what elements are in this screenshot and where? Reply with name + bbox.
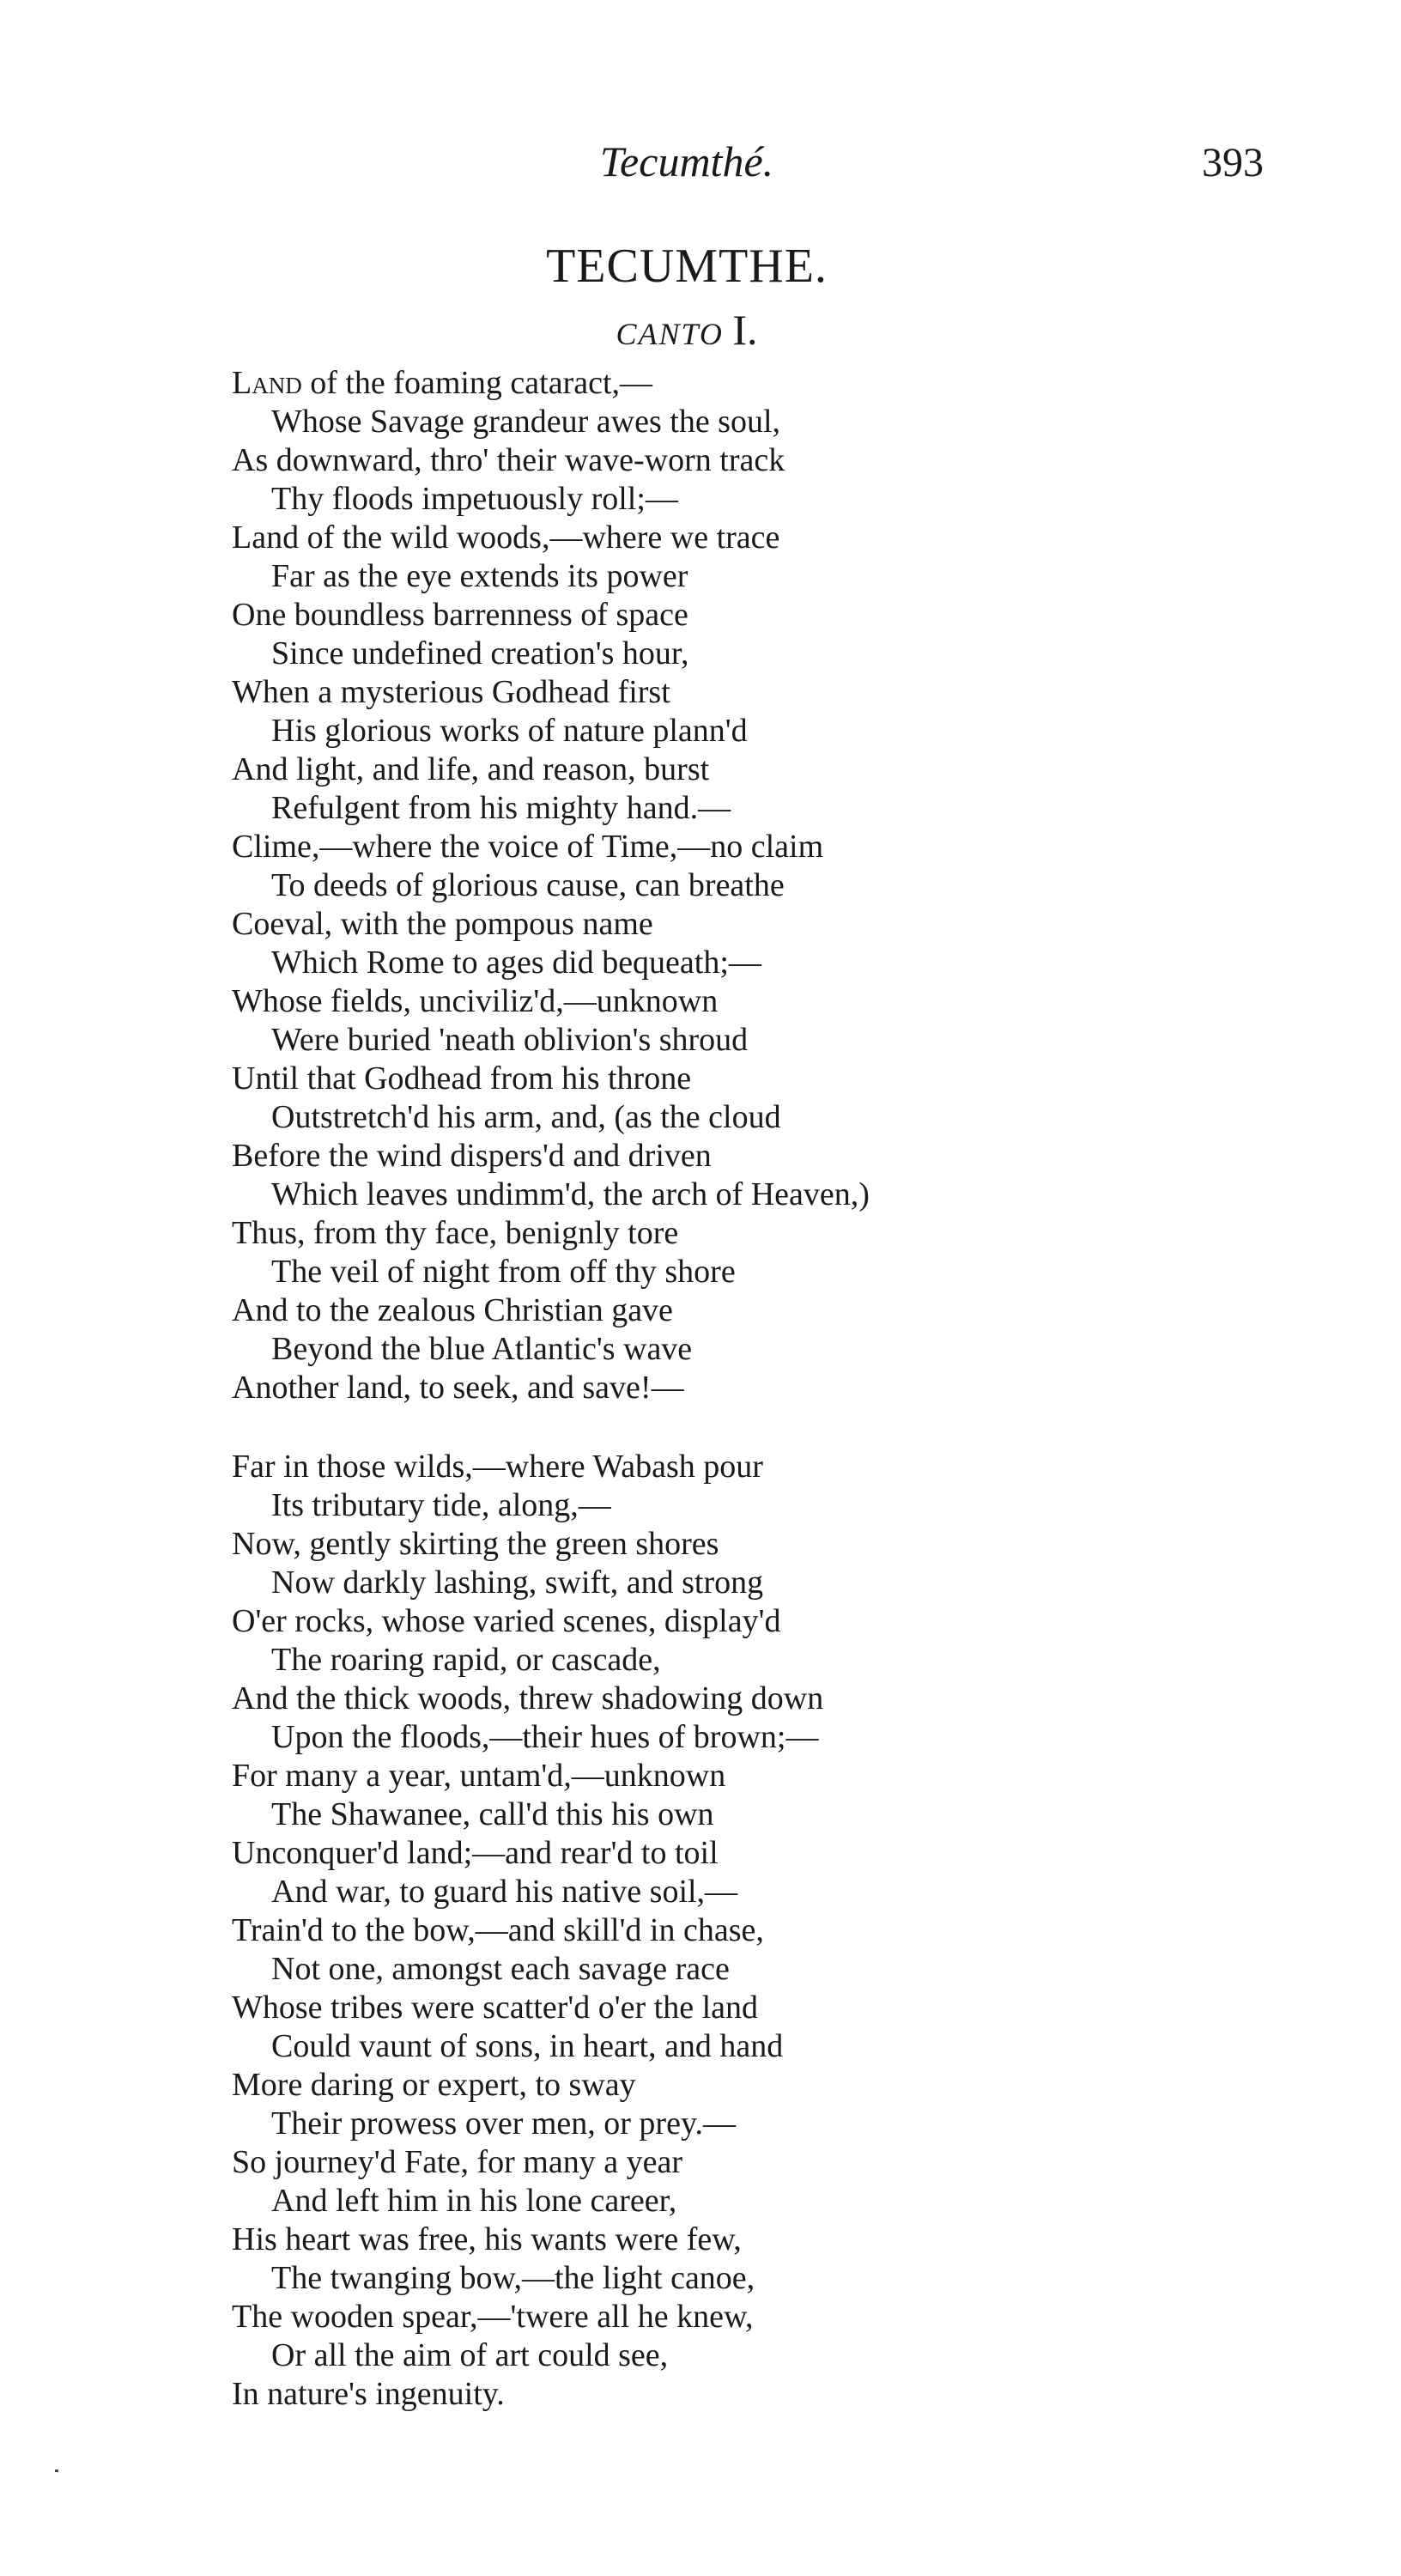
stanza-1-line-24: And to the zealous Christian gave [232, 1292, 673, 1328]
stanza-1-line-10: And light, and life, and reason, burst [232, 751, 710, 787]
stanza-2-line-5: O'er rocks, whose varied scenes, display'd [232, 1603, 781, 1639]
stanza-1-line-11: Refulgent from his mighty hand.— [271, 790, 731, 826]
canto-number: I. [732, 306, 758, 354]
stanza-2-line-17: More daring or expert, to sway [232, 2067, 636, 2103]
stanza-2-line-11: Unconquer'd land;—and rear'd to toil [232, 1835, 719, 1871]
stanza-2-line-4: Now darkly lashing, swift, and strong [271, 1564, 764, 1601]
stanza-2-line-9: For many a year, untam'd,—unknown [232, 1758, 726, 1794]
initial-word: Land [232, 365, 302, 401]
stanza-1-line-25: Beyond the blue Atlantic's wave [271, 1331, 693, 1367]
stanza-2-line-6: The roaring rapid, or cascade, [271, 1642, 661, 1678]
stanza-2-line-23: The wooden spear,—'twere all he knew, [232, 2299, 754, 2335]
stanza-1-line-26: Another land, to seek, and save!— [232, 1370, 684, 1406]
stanza-2-line-22: The twanging bow,—the light canoe, [271, 2260, 755, 2296]
stanza-1-line-16: Whose fields, unciviliz'd,—unknown [232, 983, 719, 1019]
stanza-2-line-13: Train'd to the bow,—and skill'd in chase, [232, 1912, 764, 1948]
stanza-1-line-14: Coeval, with the pompous name [232, 906, 653, 942]
stanza-1-line-15: Which Rome to ages did bequeath;— [271, 945, 761, 981]
first-line-rest: of the foaming cataract,— [301, 365, 653, 401]
stanza-2-line-20: And left him in his lone career, [271, 2183, 677, 2219]
canto-heading [0, 306, 1374, 358]
stanza-1-line-19: Outstretch'd his arm, and, (as the cloud [271, 1099, 781, 1135]
stanza-1-line-21: Which leaves undimm'd, the arch of Heaven,) [271, 1176, 870, 1212]
stanza-2-line-1: Far in those wilds,—where Wabash pour [232, 1449, 763, 1485]
stanza-2-line-21: His heart was free, his wants were few, [232, 2221, 742, 2257]
stanza-2-line-19: So journey'd Fate, for many a year [232, 2144, 682, 2180]
running-title: Tecumthé. [599, 137, 774, 185]
stanza-1-line-5: Far as the eye extends its power [271, 558, 688, 594]
stanza-2-line-25: In nature's ingenuity. [232, 2376, 505, 2412]
stanza-2-line-7: And the thick woods, threw shadowing down [232, 1680, 824, 1716]
stanza-1-line-13: To deeds of glorious cause, can breathe [271, 867, 785, 903]
stanza-2-line-18: Their prowess over men, or prey.— [271, 2105, 736, 2142]
stanza-2-line-8: Upon the floods,—their hues of brown;— [271, 1719, 819, 1755]
canto-word: CANTO [616, 317, 724, 351]
stanza-2-line-2: Its tributary tide, along,— [271, 1487, 611, 1523]
stanza-1-line-7: Since undefined creation's hour, [271, 635, 689, 671]
stanza-1-line-4: Land of the wild woods,—where we trace [232, 519, 780, 556]
stanza-1-line-8: When a mysterious Godhead first [232, 674, 670, 710]
poem-line-1 [232, 364, 1262, 403]
poem-title: TECUMTHE. [546, 240, 828, 293]
stanza-2-line-24: Or all the aim of art could see, [271, 2337, 669, 2373]
stanza-1-line-17: Were buried 'neath oblivion's shroud [271, 1022, 749, 1058]
stanza-2-line-15: Whose tribes were scatter'd o'er the land [232, 1990, 758, 2026]
page-number: 393 [1202, 140, 1264, 185]
stanza-2-line-10: The Shawanee, call'd this his own [271, 1796, 714, 1832]
stanza-1-line-22: Thus, from thy face, benignly tore [232, 1215, 679, 1251]
stanza-2-line-14: Not one, amongst each savage race [271, 1951, 730, 1987]
stanza-1-line-23: The veil of night from off thy shore [271, 1254, 736, 1290]
stanza-1-line-9: His glorious works of nature plann'd [271, 713, 748, 749]
stanza-2 [232, 1448, 1262, 2414]
stanza-1-line-2: As downward, thro' their wave-worn track [232, 442, 785, 478]
stanza-1-line-20: Before the wind dispers'd and driven [232, 1138, 712, 1174]
stanza-1-line-1: Whose Savage grandeur awes the soul, [271, 404, 781, 440]
stray-mark [55, 2470, 58, 2472]
stanza-2-line-12: And war, to guard his native soil,— [271, 1874, 738, 1910]
stanza-2-line-3: Now, gently skirting the green shores [232, 1526, 719, 1562]
stanza-1-line-12: Clime,—where the voice of Time,—no claim [232, 829, 824, 865]
stanza-2-line-16: Could vaunt of sons, in heart, and hand [271, 2028, 784, 2064]
stanza-1 [232, 364, 1262, 1407]
stanza-1-line-18: Until that Godhead from his throne [232, 1060, 692, 1097]
stanza-1-line-6: One boundless barrenness of space [232, 597, 688, 633]
stanza-1-line-3: Thy floods impetuously roll;— [271, 481, 678, 517]
